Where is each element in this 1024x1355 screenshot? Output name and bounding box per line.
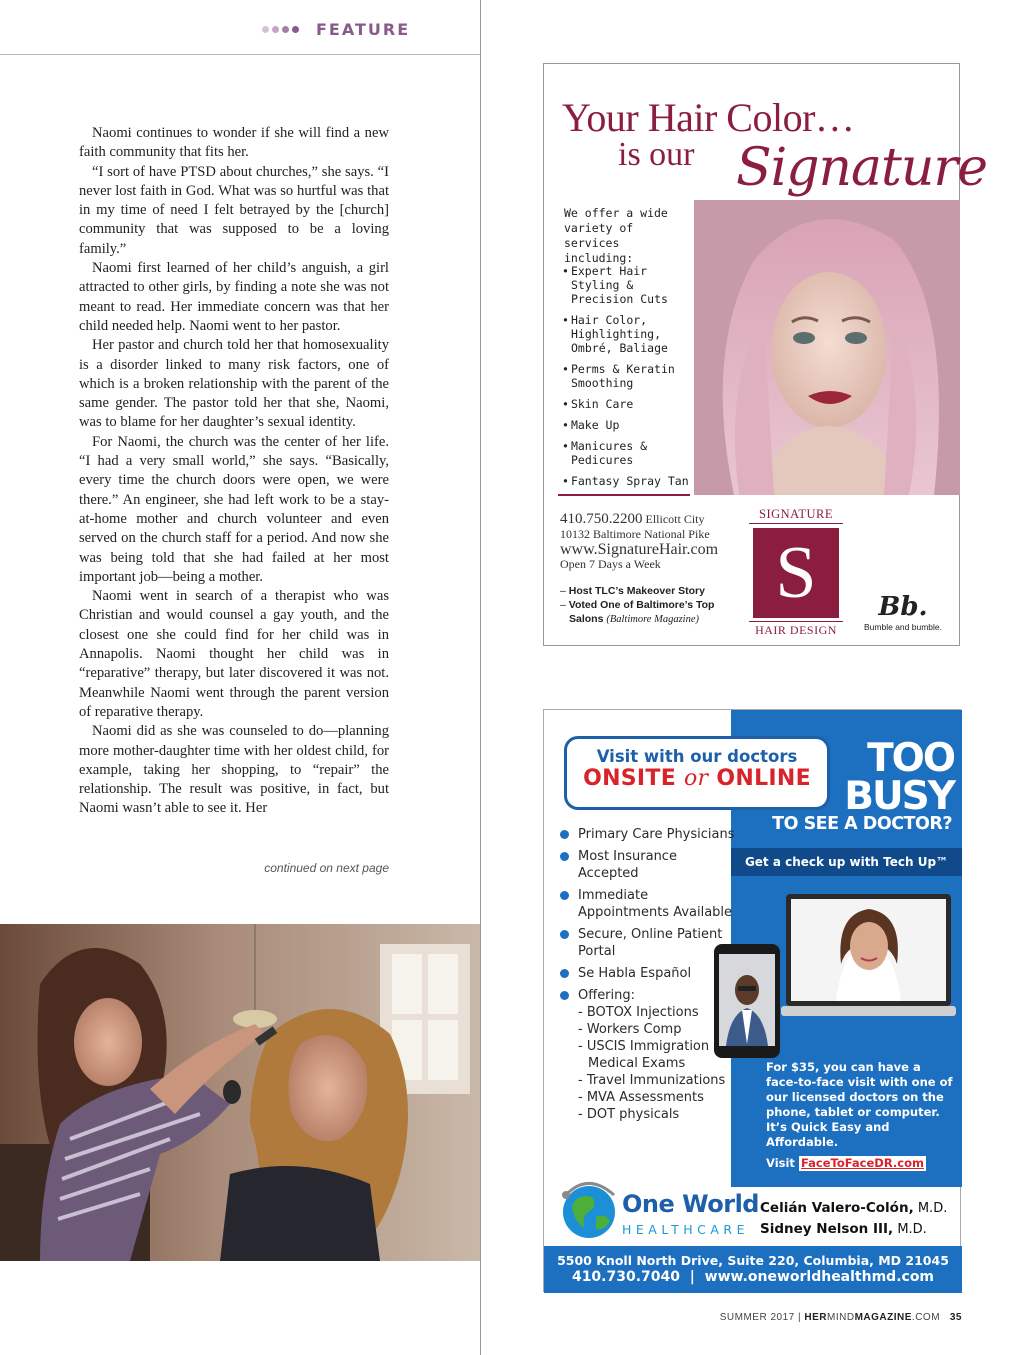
logo-top-text: SIGNATURE — [749, 507, 843, 524]
list-item-offering — [560, 987, 736, 1123]
list-item: - MVA Assessments — [578, 1090, 704, 1105]
list-item: - USCIS Immigration Medical Exams — [578, 1039, 710, 1071]
doctor-names — [760, 1198, 960, 1240]
article-paragraph: Naomi continues to wonder if she will find a new faith community that fits her. — [79, 125, 389, 161]
logo-bottom-text: HAIR DESIGN — [749, 621, 843, 638]
header-divider — [0, 54, 480, 55]
salon-note: Voted One of Baltimore’s Top Salons — [568, 599, 715, 625]
separator: | — [689, 1269, 695, 1285]
visit-onsite: ONSITE — [583, 766, 677, 791]
bumble-logo — [858, 592, 948, 632]
salon-website-link[interactable]: www.SignatureHair.com — [560, 541, 719, 558]
offer-body: For $35, you can have a face-to-face visit with one of our licensed doctors on the phone, tablet or computer. It’s Quick Easy and Affordable. — [766, 1060, 953, 1149]
salon-headline-sub: is our — [618, 136, 695, 173]
makeup-photo — [0, 924, 480, 1261]
list-item: • Hair Color, Highlighting, Ombré, Baliage — [562, 313, 698, 355]
salon-note-source: (Baltimore Magazine) — [606, 614, 699, 625]
visit-line: Visit with our doctors — [596, 747, 798, 766]
article-paragraph: Her pastor and church told her that homosexuality is a disorder linked to many risk factors, one of which is a broken relationship with the parent of the same gender. The pastor told her that she, Naomi, was to blame for her daughter’s sexual identity. — [79, 337, 389, 431]
globe-icon — [554, 1175, 624, 1245]
signature-logo — [749, 507, 843, 637]
doctor-name: Celián Valero-Colón, — [760, 1200, 914, 1216]
dot-icon — [262, 26, 269, 33]
visit-online: ONLINE — [716, 766, 811, 791]
issue-date: SUMMER 2017 — [719, 1312, 795, 1323]
doctor-title: M.D. — [897, 1222, 927, 1237]
continued-note: continued on next page — [264, 861, 389, 875]
visit-box — [564, 736, 830, 810]
list-item: • Fantasy Spray Tan — [562, 474, 698, 488]
health-phone[interactable]: 410.730.7040 — [571, 1269, 681, 1285]
list-item: - BOTOX Injections — [578, 1005, 699, 1020]
list-item: - DOT physicals — [578, 1107, 680, 1122]
salon-services-list — [562, 264, 698, 495]
list-item: - Travel Immunizations — [578, 1073, 726, 1088]
salon-intro: We offer a wide variety of services including: — [564, 206, 668, 265]
list-item: Immediate Appointments Available — [560, 887, 736, 921]
see-doctor-text: TO SEE A DOCTOR? — [772, 814, 952, 834]
salon-address: 10132 Baltimore National Pike — [560, 527, 710, 541]
dot-icon — [292, 26, 299, 33]
list-item: • Manicures & Pedicures — [562, 439, 698, 467]
article-paragraph: Naomi first learned of her child’s anguish, a girl attracted to other girls, by finding a note she was not meant to read. Her immediate concern was that her child needed help. Naomi went to her pastor. — [79, 260, 389, 334]
checkup-bar: Get a check up with Tech Up™ — [731, 848, 962, 876]
list-item: Most Insurance Accepted — [560, 848, 736, 882]
mag-com: .COM — [911, 1312, 941, 1323]
dot-icon — [282, 26, 289, 33]
article-paragraph: Naomi went in search of a therapist who was Christian and would counsel a gay youth, and the closest one she could find for her child was in Annapolis. Naomi thought her child was in “reparative” therapy, but later discovered it was not. Meanwhile Naomi went through the parent version of reparative therapy. — [79, 588, 389, 720]
too-text: TOO — [867, 736, 954, 781]
salon-headline: Your Hair Color… — [562, 95, 855, 140]
salon-hours: Open 7 Days a Week — [560, 557, 661, 571]
health-contact-bar — [544, 1246, 962, 1293]
facetoface-link[interactable]: FaceToFaceDR.com — [800, 1156, 924, 1170]
offering-label: Offering: — [578, 988, 636, 1003]
logo-letter: S — [753, 528, 839, 618]
health-website-link[interactable]: www.oneworldhealthmd.com — [704, 1269, 935, 1285]
mag-her: HER — [804, 1312, 828, 1323]
phone-image — [714, 944, 780, 1058]
list-item: - Workers Comp — [578, 1022, 682, 1037]
laptop-image — [781, 894, 956, 1029]
list-item: Secure, Online Patient Portal — [560, 926, 736, 960]
section-dots — [262, 22, 302, 37]
section-title: FEATURE — [316, 20, 411, 39]
one-world-text: One World — [622, 1190, 759, 1218]
busy-text: BUSY — [844, 774, 954, 819]
visit-or: or — [684, 766, 709, 791]
list-item: • Make Up — [562, 418, 698, 432]
bb-name: Bumble and bumble. — [864, 622, 942, 632]
list-item: • Expert Hair Styling & Precision Cuts — [562, 264, 698, 306]
mag-magazine: MAGAZINE — [854, 1312, 912, 1323]
salon-note: Host TLC’s Makeover Story — [568, 585, 705, 597]
health-services-list — [560, 826, 736, 1128]
column-divider — [480, 0, 481, 1355]
doctor-name: Sidney Nelson III, — [760, 1221, 894, 1237]
salon-phone[interactable]: 410.750.2200 — [560, 511, 643, 527]
salon-signature-script: Signature — [736, 138, 988, 198]
healthcare-text: HEALTHCARE — [622, 1222, 749, 1237]
list-item: • Perms & Keratin Smoothing — [562, 362, 698, 390]
list-item: • Skin Care — [562, 397, 698, 411]
salon-divider — [558, 494, 690, 496]
bb-mark: Bb. — [878, 592, 928, 622]
dot-icon — [272, 26, 279, 33]
offer-text — [766, 1060, 956, 1171]
too-busy-headline — [834, 736, 954, 819]
article-body — [79, 124, 389, 819]
health-address: 5500 Knoll North Drive, Suite 220, Columbia, MD 21045 — [557, 1253, 949, 1268]
salon-ad[interactable] — [543, 63, 988, 646]
list-item: Primary Care Physicians — [560, 826, 736, 843]
offerings-list — [578, 1004, 736, 1123]
page-footer — [686, 1312, 962, 1323]
offer-visit: Visit — [766, 1156, 795, 1170]
model-portrait — [694, 200, 960, 495]
visit-options — [567, 766, 827, 791]
mag-mind: MIND — [827, 1312, 855, 1323]
separator: | — [798, 1312, 802, 1323]
article-paragraph: For Naomi, the church was the center of her life. “I had a very small world,” she says. “Basically, every time the church doors were open, we were there.” An engineer, she had left work to be a stay-at-home mother and church volunteer and even served on the church staff for a period. And now she was being told that she had failed at her most important job—being a mother. — [79, 433, 389, 585]
page-number: 35 — [949, 1312, 962, 1323]
article-paragraph: Naomi did as she was counseled to do—planning more mother-daughter time with her oldest child, for example, taking her shopping, to “repair” the relationship. The result was positive, in fact, but Naomi wasn’t able to see it. Her — [79, 723, 389, 817]
health-ad[interactable] — [543, 709, 961, 1292]
list-item: Se Habla Español — [560, 965, 736, 982]
salon-city: Ellicott City — [645, 512, 705, 526]
doctor-title: M.D. — [917, 1201, 948, 1216]
salon-contact — [560, 512, 750, 572]
salon-notes: – Host TLC’s Makeover Story – Voted One of Baltimore’s Top Salons (Baltimore Magazine) — [560, 585, 715, 625]
article-paragraph: “I sort of have PTSD about churches,” she says. “I never lost faith in God. What was so hurtful was that in my time of need I felt betrayed by the [church] community that was supposed to be a loving family.” — [79, 163, 389, 257]
